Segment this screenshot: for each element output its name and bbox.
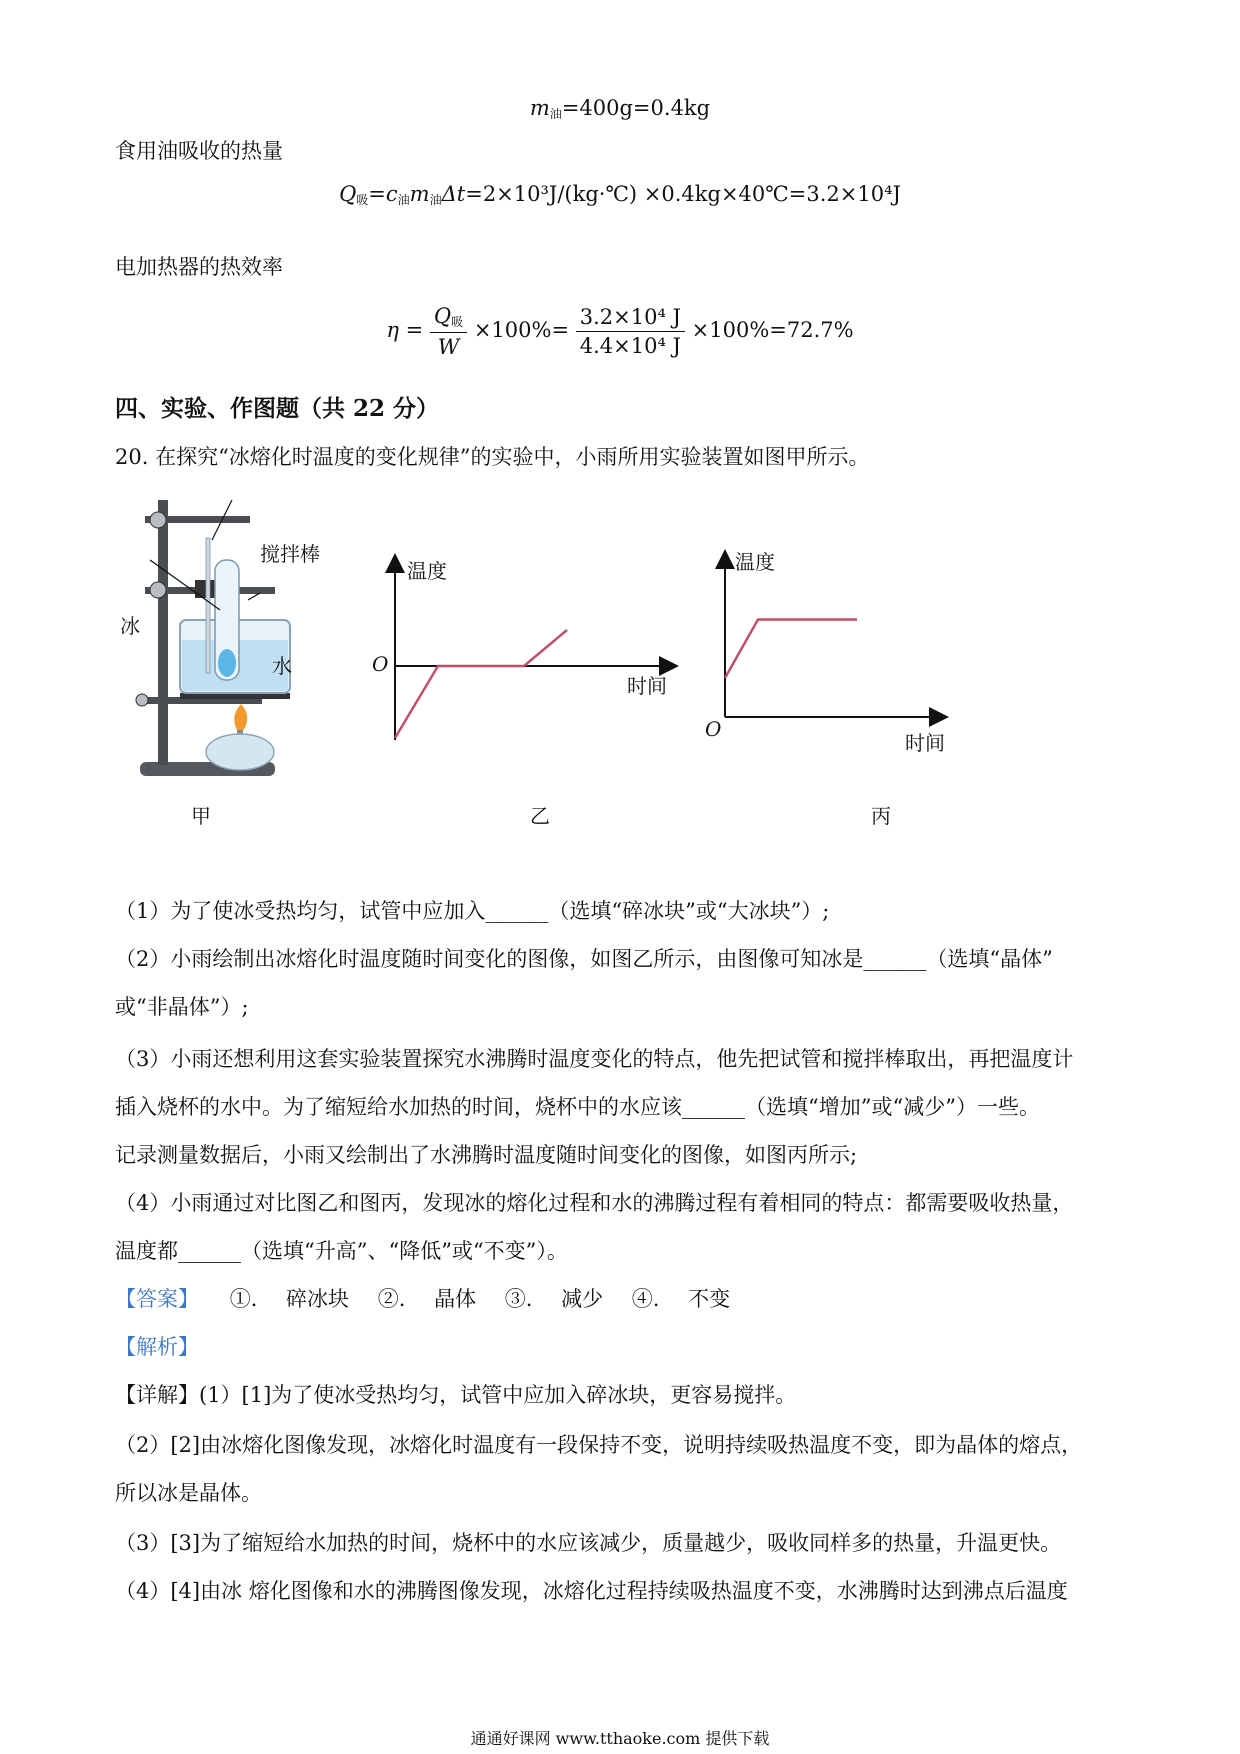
line-oil-heat: 食用油吸收的热量 [115, 139, 283, 163]
fraction-values: $\frac{\text{3.2×10⁴ J}}{\text{4.4×10⁴ J}}$ [576, 305, 685, 358]
clamp-knob [150, 512, 166, 528]
alcohol-lamp [206, 734, 274, 770]
subquestion-2b: 或“非晶体”）; [115, 995, 249, 1019]
subquestion-3c: 记录测量数据后，小雨又绘制出了水沸腾时温度随时间变化的图像，如图丙所示; [115, 1143, 858, 1167]
formula-heat: Q吸=c油m油Δt=2×10³J/(kg·℃) ×0.4kg×40℃=3.2×10⁴J [339, 182, 901, 207]
bing-xlabel: 时间 [905, 731, 945, 755]
formula-mass-oil: m油=400g=0.4kg [529, 96, 711, 121]
apparatus-figure [120, 490, 360, 790]
yi-ylabel: 温度 [407, 559, 447, 583]
stir-rod-label: 搅拌棒 [260, 542, 320, 566]
clamp-knob-2 [150, 582, 166, 598]
subquestion-3b: 插入烧杯的水中。为了缩短给水加热的时间，烧杯中的水应该______（选填“增加”或“减少”）一些。 [115, 1095, 1040, 1119]
yi-origin: O [372, 652, 389, 676]
water-label: 水 [272, 654, 292, 678]
answer-line [115, 1284, 730, 1314]
detail-1: 【详解】(1）[1]为了使冰受热均匀，试管中应加入碎冰块，更容易搅拌。 [115, 1383, 797, 1407]
figure-jia-label: 甲 [191, 804, 211, 828]
melting-curve [395, 630, 567, 738]
ice [218, 649, 236, 677]
stand-pole [158, 500, 168, 765]
footer: 通通好课网 www.tthaoke.com 提供下载 [470, 1729, 770, 1748]
fraction-q-over-w: $\frac{\text{Q吸}}{W}$ [430, 304, 467, 359]
line-efficiency: 电加热器的热效率 [115, 255, 283, 279]
question-20: 20. 在探究“冰熔化时温度的变化规律”的实验中，小雨所用实验装置如图甲所示。 [115, 445, 870, 469]
detail-3: （3）[3]为了缩短给水加热的时间，烧杯中的水应该减少，质量越少，吸收同样多的热量，升温更快。 [115, 1531, 1062, 1555]
subquestion-4b: 温度都______（选填“升高”、“降低”或“不变”）。 [115, 1239, 568, 1263]
detail-2a: （2）[2]由冰熔化图像发现，冰熔化时温度有一段保持不变，说明持续吸热温度不变，即为晶体的熔点， [115, 1433, 1083, 1457]
yi-xlabel: 时间 [627, 674, 667, 698]
analysis-tag: 【解析】 [115, 1335, 199, 1359]
answer-tag: 【答案】 [115, 1287, 199, 1311]
figure-bing-label: 丙 [871, 804, 891, 828]
stir-rod [206, 538, 210, 673]
bing-ylabel: 温度 [735, 550, 775, 574]
subquestion-2a: （2）小雨绘制出冰熔化时温度随时间变化的图像，如图乙所示，由图像可知冰是______（选填“晶体” [115, 947, 1053, 971]
bing-origin: O [705, 717, 722, 741]
detail-2b: 所以冰是晶体。 [115, 1481, 262, 1505]
ice-label: 冰 [120, 614, 140, 638]
section-heading: 四、实验、作图题（共 22 分） [115, 395, 440, 422]
subquestion-1: （1）为了使冰受热均匀，试管中应加入______（选填“碎冰块”或“大冰块”）; [115, 899, 830, 923]
answer-body: ①. 碎冰块 ②. 晶体 ③. 减少 ④. 不变 [229, 1287, 731, 1311]
figure-yi-label: 乙 [530, 804, 550, 828]
boiling-curve [725, 620, 857, 679]
subquestion-4a: （4）小雨通过对比图乙和图丙，发现冰的熔化过程和水的沸腾过程有着相同的特点：都需要吸收热量， [115, 1191, 1074, 1215]
detail-4: （4）[4]由冰 熔化图像和水的沸腾图像发现，冰熔化过程持续吸热温度不变，水沸腾时达到沸点后温度 [115, 1579, 1068, 1603]
subquestion-3a: （3）小雨还想利用这套实验装置探究水沸腾时温度变化的特点，他先把试管和搅拌棒取出，再把温度计 [115, 1047, 1074, 1071]
formula-efficiency: η = $\frac{\text{Q吸}}{W}$ ×100%= $\frac{\text{3.2×10⁴ J}}{\text{4.4×10⁴ J}}$ ×100%=72.7% [386, 304, 854, 359]
